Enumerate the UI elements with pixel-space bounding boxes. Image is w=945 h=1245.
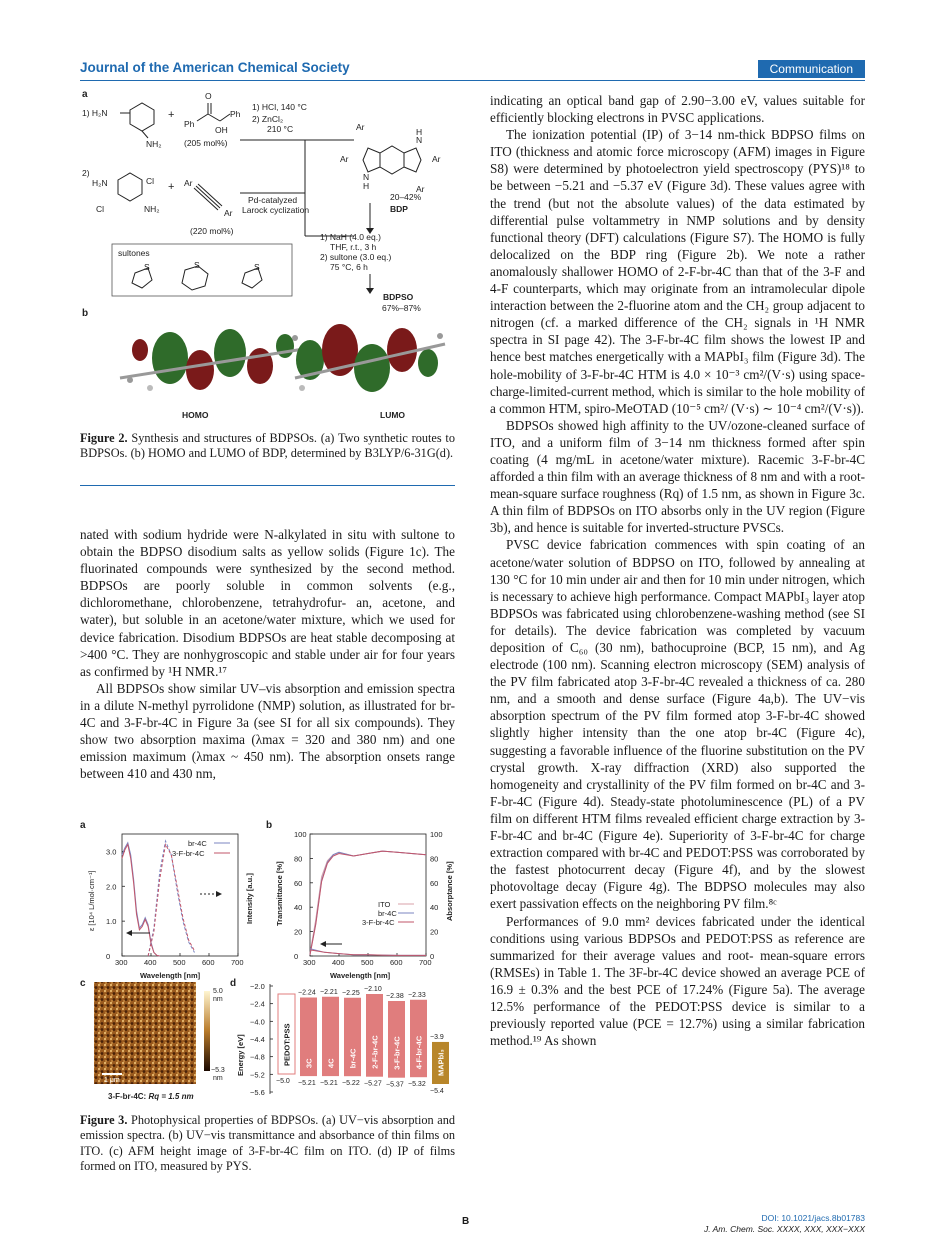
d-homo-value-5: −5.37 (386, 1081, 404, 1089)
arrowhead (216, 891, 222, 897)
d-ytick-label: −4.0 (250, 1017, 265, 1027)
plus-sign: + (168, 181, 175, 193)
bdp-n-1: N (416, 135, 423, 145)
bdp-h-2: H (363, 181, 370, 191)
bond (208, 114, 220, 121)
bdp-pyrrole-right (404, 148, 421, 172)
b-ytick-label-right: 0 (430, 952, 435, 961)
b-ytick-label: 80 (294, 854, 303, 864)
d-lumo-value-2: −2.21 (320, 988, 338, 996)
b-xlabel: Wavelength [nm] (330, 971, 391, 980)
d-ytick-label: −2.0 (250, 982, 265, 991)
d-homo-value-1: −5.21 (298, 1080, 316, 1088)
c-scale-top: 5.0 (213, 988, 223, 995)
a-legend-3fbr4c: 3-F-br-4C (172, 849, 205, 858)
lumo-orbital-image (295, 324, 445, 392)
ketone-o: O (205, 91, 212, 101)
d-bar-label-7: MAPbI₃ (436, 1049, 446, 1076)
a-ytick-label: 3.0 (106, 847, 117, 857)
d-homo-value-7: −5.4 (430, 1088, 444, 1095)
bdp-yield: 20–42% (390, 192, 422, 202)
a-xtick-label: 700 (231, 958, 244, 967)
panel-a-label: a (82, 89, 88, 100)
arrowhead (366, 288, 374, 294)
step2-reagent-num: 2) (82, 168, 90, 178)
svg-text:S: S (194, 260, 200, 270)
b-series-2 (310, 851, 426, 955)
b-series-0 (310, 851, 426, 954)
a-ylabel-right: Intensity [a.u.] (245, 873, 254, 924)
cond-1: 1) HCl, 140 °C (252, 102, 307, 112)
d-lumo-value-1: −2.24 (298, 989, 316, 997)
d-yticks (250, 982, 273, 1097)
right-paragraph-2: The ionization potential (IP) of 3−14 nm-thick BDPSO films on ITO (thickness and atomic force microscopy (AFM) images in Figure S8) were determined by photoelectron yield spectroscopy (PYS)¹⁸ to be between −5.21 and −5.37 eV (Figure 3d). These values agree with the trend (but not the absolute values) of the data estimated by differential pulse voltammetry in NMP solutions and by density functional theory (DFT) calculations (Figure S7). The HOMO is fully delocalized on the BDP ring (Figure 2b). We note a rather anomalously shallower HOMO of 2-F-br-4C than that of the 3-F and 4-F counterparts, which may originate from an intramolecular dipole interaction between the 2-fluorine atom and the CH₂ group adjacent to nitrogen (cf. a marked difference of the CH₂ signals in ¹H NMR spectra in SI page 42). The 3-F-br-4C film shows the lowest IP and hence best matches energetically with a MAPbI₃ film (Figure 3d). The hole-mobility of 3-F-br-4C HTM is 4.0 × 10⁻³ cm²/(V·s) using space-charge-limited-current method, which is similar to the hole mobility of a common HTM, spiro-MeOTAD (10⁻⁵ cm²/ (V·s) ∼ 10⁻⁴ cm²/(V·s)). (490, 127, 865, 416)
b-xtick-label: 300 (303, 958, 316, 967)
a-xtick-label: 300 (115, 958, 128, 967)
figure-3 (80, 816, 455, 1106)
d-bars (276, 986, 449, 1095)
figure-2-caption-text: Synthesis and structures of BDPSOs. (a) Two synthetic routes to BDPSOs. (b) HOMO and LUMO of BDP, determined by B3LYP/6-31G(d). (80, 431, 455, 461)
b-ytick-label-right: 20 (430, 927, 439, 937)
step2-cl2: Cl (96, 204, 105, 214)
d-homo-value-3: −5.22 (342, 1080, 360, 1088)
d-homo-value-6: −5.32 (408, 1081, 426, 1089)
c-scale-bot-unit: nm (213, 1075, 223, 1082)
d-lumo-value-4: −2.10 (364, 986, 382, 993)
d-bar-label-3: br-4C (348, 1048, 358, 1069)
a-ylabel: ε [10⁴ L/mol·cm⁻¹] (87, 870, 96, 931)
sultone-3 (242, 262, 262, 288)
a-xtick-label: 500 (173, 958, 186, 967)
arrowhead (126, 930, 132, 936)
bdpso-label: BDPSO (383, 292, 414, 302)
step1-nh2: NH₂ (146, 139, 162, 149)
svg-text:S: S (254, 262, 260, 272)
b-ytick-label: 60 (294, 878, 303, 888)
b-ytick-label: 100 (294, 830, 307, 839)
footer-citation (704, 1213, 865, 1235)
larock-1: Pd-catalyzed (248, 195, 298, 205)
bdpso-yield: 67%–87% (382, 303, 421, 313)
c-caption: 3-F-br-4C: Rq = 1.5 nm (108, 1092, 194, 1101)
d-homo-value-0: −5.0 (276, 1078, 290, 1085)
b-xtick-label: 500 (361, 958, 374, 967)
d-lumo-value-5: −2.38 (386, 993, 404, 1000)
d-ylabel: Energy [eV] (236, 1034, 245, 1076)
right-paragraph-4: PVSC device fabrication commences with spin coating of an acetone/water solution of BDPSO on ITO, followed by annealing at 130 °C for 10 min under air and then for 10 min under nitrogen, which is necessary to achieve high performance. Compact MAPbI₃ layer atop BDPSOs was fabricated using chlorobenzene-washing method (see SI for details). The device fabrication was completed by vacuum deposition of C₆₀ (30 nm), bathocuproine (BCP, 15 nm), and Ag electrode (100 nm). Scanning electron microscopy (SEM) analysis of the PV film fabricated atop 3-F-br-4C revealed a thickness of ca. 280 nm, and a smooth and dense surface (Figure 4a,b). The UV−vis absorption spectrum of the PV film formed atop 3-F-br-4C showed slightly higher intensity than the one atop br-4C (Figure 4c), suggesting a favorable influence of the fluorine substitution on the PV crystal growth. X-ray diffraction (XRD) also supported the homogeneity and crystallinity of the PV film formed on br-4C and 3-F-br-4C (Figure 4d). Steady-state photoluminescence (PL) of a PV film on different HTM films revealed efficient charge extraction by 3-F-br-4C and br-4C (Figure 4e). Superiority of 3-F-br-4C for charge extraction compared with br-4C and PEDOT:PSS was corroborated by the fastest photocurrent decay (Figure 4f), and by the slowest photovoltage decay (Figure 4g). The BDPSO molecules may also exert passivation effects on the neighboring PV film.⁸ᶜ (490, 537, 865, 912)
cond-na-2: THF, r.t., 3 h (330, 242, 377, 252)
b-series-lines (310, 851, 426, 955)
section-badge: Communication (758, 60, 865, 78)
triple-bond (196, 186, 220, 208)
left-column (80, 526, 455, 782)
a-xlabel: Wavelength [nm] (140, 971, 201, 980)
d-bar-label-5: 3-F-br-4C (392, 1036, 402, 1070)
panel-c-label: c (80, 978, 86, 989)
b-legend-ito: ITO (378, 900, 391, 909)
sultones-label: sultones (118, 248, 150, 258)
plus-sign: + (168, 109, 175, 121)
d-lumo-value-7: −3.9 (430, 1033, 444, 1041)
cond-2: 2) ZnCl₂ (252, 114, 284, 124)
b-ytick-label-right: 40 (430, 903, 439, 913)
b-ytick-label: 40 (294, 903, 303, 913)
bdp-ar-4: Ar (416, 184, 425, 194)
left-paragraph-2: All BDPSOs show similar UV–vis absorption and emission spectra in a dilute N-methyl pyrrolidone (NMP) solution, as illustrated for br-4C and 3-F-br-4C in Figure 3a (see SI for all six compounds). They show two absorption maxima (λmax = 320 and 380 nm) and one emission maximum (λmax ~ 450 nm). The absorption onsets range between 410 and 430 nm, (80, 680, 455, 782)
cond-3: 210 °C (267, 124, 294, 134)
b-xtick-label: 700 (419, 958, 432, 967)
ketone-mol: (205 mol%) (184, 138, 228, 148)
figure-2-caption-label: Figure 2. (80, 431, 128, 445)
scale-bar-label: 1 μm (104, 1077, 120, 1084)
a-ytick-label: 1.0 (106, 917, 117, 927)
b-ytick-label-right: 60 (430, 878, 439, 888)
panel-d-label: d (230, 978, 237, 989)
step2-nh2: NH₂ (144, 204, 160, 214)
figure-3-caption-text: Photophysical properties of BDPSOs. (a) UV−vis absorption and emission spectra. (b) UV−vis transmittance and absorbance of thin films on ITO. (c) AFM height image of 3-F-br-4C film on ITO. (d) IP of films formed on ITO, measured by PYS. (80, 1113, 455, 1174)
right-paragraph-5: Performances of 9.0 mm² devices fabricated under the identical conditions using various BDPSOs and PEDOT:PSS as reference are summarized for their average values and root- mean-square errors (RMSEs) in Table 1. The 3F-br-4C device showed an average PCE of 16.9 ± 0.3% and the best PCE of 17.24% (Figure 5a). The average 12.5% performance of the PEDOT:PSS device is similar to a previously reported value (PCE = 12.7%) using a similar fabrication method.¹⁹ As shown (490, 913, 865, 1049)
a-xticks (115, 953, 244, 967)
d-bar-label-1: 3C (304, 1058, 314, 1069)
benzene-ring-2 (118, 173, 142, 201)
bdp-ar-3: Ar (432, 154, 441, 164)
a-xtick-label: 400 (144, 958, 157, 967)
step2-cl1: Cl (146, 176, 155, 186)
bdp-core (380, 146, 404, 174)
d-lumo-value-3: −2.25 (342, 989, 360, 997)
left-paragraph-1: nated with sodium hydride were N-alkylated in situ with sultone to obtain the BDPSO disodium salts as yellow solids (Figure 1c). The fluorinated compounds were synthesized by the second method. BDPSOs are poorly soluble in common solvents (e.g., dichloromethane, chlorobenzene, tetrahydrofur- an, acetone, and water), but soluble in an acetone/water mixture, which we used for device fabrication. Disodium BDPSOs are heat stable decomposing at >400 °C. They are nonhygroscopic and stable under air for four years as confirmed by ¹H NMR.¹⁷ (80, 527, 455, 679)
homo-orbital-image (120, 329, 313, 391)
d-homo-value-2: −5.21 (320, 1080, 338, 1088)
sultone-1 (132, 262, 152, 288)
b-ytick-label-right: 80 (430, 854, 439, 864)
figure-2-caption (80, 431, 455, 462)
d-bar-label-4: 2-F-br-4C (370, 1035, 380, 1069)
c-scale-bot: −5.3 (211, 1067, 225, 1074)
right-paragraph-3: BDPSOs showed high affinity to the UV/ozone-cleaned surface of ITO, and a uniform film of 3−14 nm thickness formed after spin coating (4 mg/mL in acetone/water mixture). Racemic 3-F-br-4C afforded a thin film with an average thickness of 8 nm and with a root-mean-square surface roughness (Rq) of 1.5 nm, as shown in Figure 3c. A thin film of BDPSOs on ITO absorbs only in the UV region (Figure 3b), and hence is suitable for inverted-structure PVSCs. (490, 417, 865, 536)
bond (220, 114, 230, 121)
b-series-4 (310, 950, 426, 956)
bdp-n-2: N (363, 172, 370, 182)
b-ytick-label: 0 (294, 952, 299, 961)
figure-2 (80, 88, 455, 424)
larock-2: Larock cyclization (242, 205, 310, 215)
c-scale-top-unit: nm (213, 996, 223, 1003)
page-number: B (462, 1216, 470, 1227)
a-xtick-label: 600 (202, 958, 215, 967)
svg-text:S: S (144, 262, 150, 272)
ketone-ph1: Ph (184, 119, 195, 129)
d-lumo-value-6: −2.33 (408, 991, 426, 999)
d-bar-label-0: PEDOT:PSS (282, 1023, 292, 1066)
a-legend-br4c: br-4C (188, 839, 207, 848)
sultone-2 (182, 260, 208, 290)
d-ytick-label: −4.8 (250, 1052, 265, 1062)
cond-na-3: 2) sultone (3.0 eq.) (320, 252, 392, 262)
afm-colorbar (204, 991, 210, 1071)
figure-3-caption-label: Figure 3. (80, 1113, 128, 1127)
step2-reagent: H₂N (92, 178, 108, 188)
a-series-0 (122, 843, 160, 956)
panel-b-frame (310, 834, 426, 956)
ketone-ph2: Ph (230, 109, 241, 119)
panel-b-label: b (82, 308, 89, 319)
afm-image (94, 982, 196, 1084)
panel-b-label: b (266, 820, 273, 831)
step1-reagent: 1) H₂N (82, 108, 108, 118)
d-bar-label-6: 4-F-br-4C (414, 1035, 424, 1070)
bdp-label: BDP (390, 204, 408, 214)
a-series-1 (122, 845, 160, 957)
b-xtick-label: 400 (332, 958, 345, 967)
figure-3-caption (80, 1113, 455, 1175)
benzene-ring-1 (130, 103, 154, 131)
b-ytick-label: 20 (294, 927, 303, 937)
bdp-h-1: H (416, 127, 423, 137)
b-yticks (294, 830, 443, 961)
a-ytick-label: 2.0 (106, 882, 117, 892)
d-ytick-label: −4.4 (250, 1035, 265, 1044)
lumo-label: LUMO (380, 410, 406, 420)
alkyne-mol: (220 mol%) (190, 226, 234, 236)
d-bar-label-2: 4C (326, 1058, 336, 1069)
b-series-1 (310, 851, 426, 955)
b-ylabel-right: Absorptance [%] (445, 861, 454, 921)
a-ytick-label: 0 (106, 952, 111, 961)
b-ytick-label-right: 100 (430, 830, 443, 839)
cond-na-1: 1) NaH (4.0 eq.) (320, 232, 381, 242)
b-legend-br4c: br-4C (378, 909, 397, 918)
d-ytick-label: −5.6 (250, 1088, 265, 1097)
d-ytick-label: −2.4 (250, 999, 265, 1009)
right-paragraph-1: indicating an optical band gap of 2.90−3.00 eV, values suitable for efficiently blocking electrons in PVSC applications. (490, 93, 865, 126)
doi-link[interactable]: DOI: 10.1021/jacs.8b01783 (761, 1213, 865, 1223)
right-column (490, 92, 865, 1049)
bdp-pyrrole-left (363, 148, 380, 172)
homo-label: HOMO (182, 410, 209, 420)
a-series-2 (148, 841, 194, 956)
b-xtick-label: 600 (390, 958, 403, 967)
header-rule (80, 80, 865, 81)
figure-2-rule (80, 485, 455, 486)
journal-title: Journal of the American Chemical Society (80, 60, 350, 75)
journal-cite: J. Am. Chem. Soc. XXXX, XXX, XXX−XXX (703, 1224, 865, 1234)
arrowhead (320, 941, 326, 947)
ketone-oh: OH (215, 125, 228, 135)
a-series-lines (122, 841, 195, 956)
bond (142, 131, 148, 138)
alkyne-ar2: Ar (224, 208, 233, 218)
d-homo-value-4: −5.27 (364, 1080, 382, 1088)
panel-a-label: a (80, 820, 86, 831)
b-ylabel: Transmittance [%] (275, 861, 284, 926)
d-ytick-label: −5.2 (250, 1070, 265, 1080)
bdp-ar-1: Ar (356, 122, 365, 132)
bond (197, 114, 208, 121)
bdp-ar-2: Ar (340, 154, 349, 164)
b-legend-3fbr4c: 3-F-br-4C (362, 918, 395, 927)
cond-na-4: 75 °C, 6 h (330, 262, 368, 272)
alkyne-ar1: Ar (184, 178, 193, 188)
